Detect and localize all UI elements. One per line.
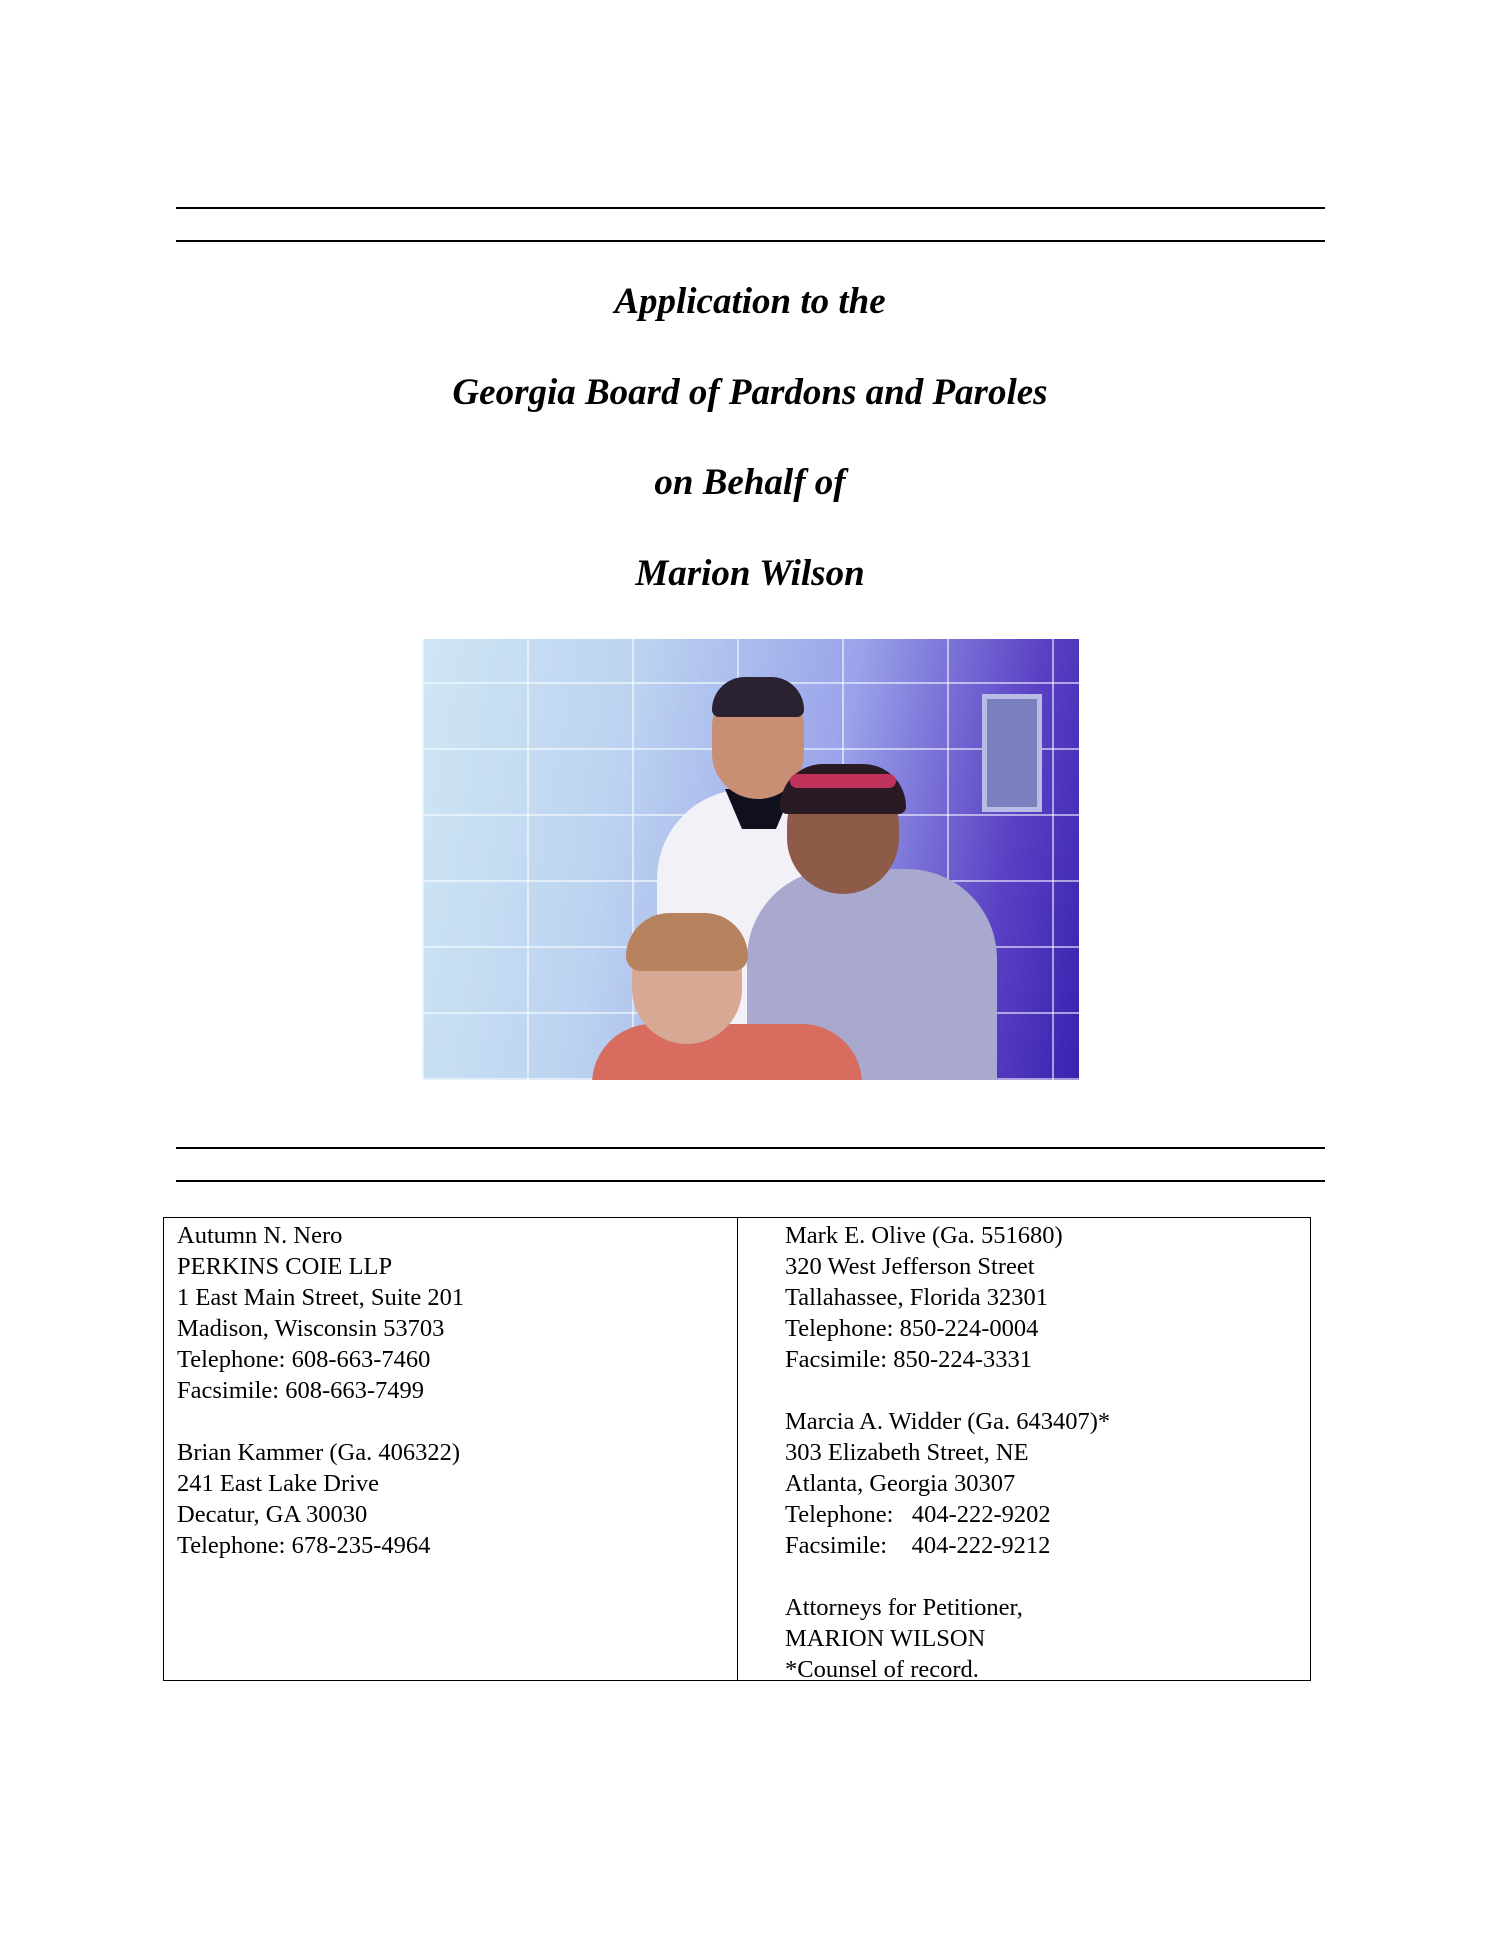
counsel-line: Autumn N. Nero [177,1222,343,1249]
counsel-line: PERKINS COIE LLP [177,1253,393,1280]
counsel-line: Atlanta, Georgia 30307 [785,1470,1016,1497]
counsel-line: 303 Elizabeth Street, NE [785,1439,1029,1466]
counsel-line: Telephone: 608-663-7460 [177,1346,431,1373]
counsel-line: Facsimile: 850-224-3331 [785,1346,1033,1373]
counsel-line: 241 East Lake Drive [177,1470,380,1497]
table-divider [737,1218,738,1680]
wall-window [982,694,1042,812]
bottom-rule-2 [176,1180,1325,1182]
counsel-line: Facsimile: 608-663-7499 [177,1377,425,1404]
counsel-line: 320 West Jefferson Street [785,1253,1035,1280]
counsel-line: Decatur, GA 30030 [177,1501,368,1528]
girl-headband [790,774,896,788]
title-line-2: Georgia Board of Pardons and Paroles [452,372,1048,413]
woman-figure [592,1024,862,1080]
counsel-right-column [785,1220,1110,1685]
block-spacer [785,1375,1110,1406]
counsel-line: *Counsel of record. [785,1656,979,1683]
counsel-line: Mark E. Olive (Ga. 551680) [785,1222,1063,1249]
block-spacer [177,1406,464,1437]
counsel-line: Telephone: 404-222-9202 [785,1501,1051,1528]
title-line-3: on Behalf of [654,462,846,503]
block-spacer [785,1561,1110,1592]
girl-hair [780,764,906,814]
title-line-4: Marion Wilson [635,553,865,594]
bottom-rule-1 [176,1147,1325,1149]
family-photo [422,639,1079,1080]
top-rule-1 [176,207,1325,209]
counsel-line: MARION WILSON [785,1625,986,1652]
counsel-line: Marcia A. Widder (Ga. 643407)* [785,1408,1111,1435]
woman-hair [626,913,748,971]
counsel-line: Attorneys for Petitioner, [785,1594,1023,1621]
title-line-1: Application to the [614,281,886,322]
counsel-line: Facsimile: 404-222-9212 [785,1532,1051,1559]
counsel-line: Tallahassee, Florida 32301 [785,1284,1048,1311]
counsel-line: Telephone: 850-224-0004 [785,1315,1039,1342]
counsel-table [163,1217,1311,1681]
counsel-line: Madison, Wisconsin 53703 [177,1315,445,1342]
counsel-line: Telephone: 678-235-4964 [177,1532,431,1559]
top-rule-2 [176,240,1325,242]
counsel-line: 1 East Main Street, Suite 201 [177,1284,465,1311]
counsel-line: Brian Kammer (Ga. 406322) [177,1439,461,1466]
man-hair [712,677,804,717]
counsel-left-column [177,1220,464,1561]
